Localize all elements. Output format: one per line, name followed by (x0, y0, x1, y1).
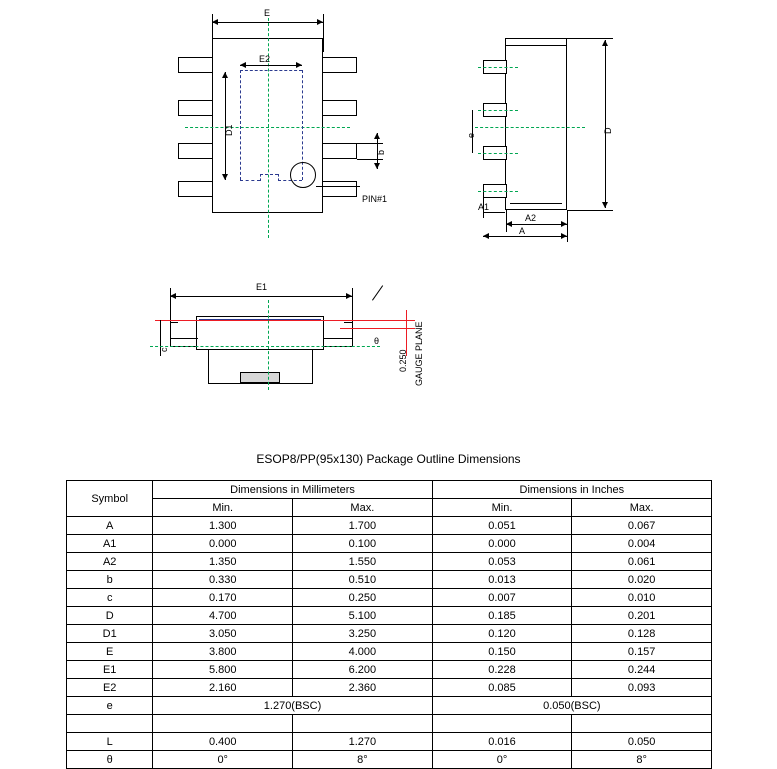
gauge-dimension-value: 0.250 (398, 349, 408, 372)
dim-label-theta: θ (374, 336, 380, 346)
cell-in-max: 0.061 (572, 553, 712, 571)
cell-in-min: 0.013 (432, 571, 572, 589)
dim-label-E1: E1 (256, 282, 268, 292)
exposed-pad-top-edge (240, 70, 302, 71)
front-centerline-v (268, 300, 269, 390)
dim-label-E: E (264, 8, 271, 18)
side-view (420, 0, 777, 250)
exposed-pad-notch-left (260, 174, 261, 181)
table-row (67, 589, 712, 607)
cell-in-min: 0.085 (432, 679, 572, 697)
table-title: ESOP8/PP(95x130) Package Outline Dimensions (256, 452, 521, 466)
cell-in-min: 0.120 (432, 625, 572, 643)
cell-mm-max: 1.700 (293, 517, 433, 535)
cell-symbol: D1 (67, 625, 153, 643)
cell-mm-min: 3.050 (153, 625, 293, 643)
lead-left-2 (178, 100, 213, 116)
dim-label-E2: E2 (259, 54, 271, 64)
cell-symbol: c (67, 589, 153, 607)
cell-in-min: 0.228 (432, 661, 572, 679)
header-mm-min: Min. (153, 499, 293, 517)
header-in-min: Min. (432, 499, 572, 517)
cell-in-max: 0.050 (572, 733, 712, 751)
dim-label-e: e (466, 132, 476, 138)
cell-blank (293, 715, 433, 733)
cell-in-max: 0.244 (572, 661, 712, 679)
side-centerline (475, 127, 585, 128)
cell-mm-min: 0° (153, 751, 293, 769)
cell-in-min: 0.016 (432, 733, 572, 751)
table-row (67, 661, 712, 679)
cell-in-max: 0.010 (572, 589, 712, 607)
cell-mm-max: 1.550 (293, 553, 433, 571)
front-centerline-h (150, 346, 380, 347)
cell-in-max: 0.157 (572, 643, 712, 661)
header-in-max: Max. (572, 499, 712, 517)
cell-in-max: 0.201 (572, 607, 712, 625)
cell-in-min: 0.007 (432, 589, 572, 607)
top-view (0, 0, 420, 250)
lead-left-4 (178, 181, 213, 197)
lead-right-2 (322, 100, 357, 116)
cell-mm-min: 1.300 (153, 517, 293, 535)
cell-symbol: A2 (67, 553, 153, 571)
dim-label-D: D (603, 127, 613, 134)
cell-in-min: 0° (432, 751, 572, 769)
cell-symbol: A1 (67, 535, 153, 553)
side-body (505, 38, 567, 210)
front-view (0, 260, 500, 430)
table-row-blank (67, 715, 712, 733)
cell-symbol: D (67, 607, 153, 625)
cell-mm-max: 8° (293, 751, 433, 769)
cell-symbol: A (67, 517, 153, 535)
dim-label-A: A (519, 226, 526, 236)
front-exposed-pad (240, 372, 280, 383)
cell-mm-max: 0.100 (293, 535, 433, 553)
cell-in-min: 0.185 (432, 607, 572, 625)
exposed-pad-left-edge (240, 70, 241, 180)
cell-in-min: 0.150 (432, 643, 572, 661)
front-body (196, 316, 324, 350)
cell-mm-max: 3.250 (293, 625, 433, 643)
cell-blank (432, 715, 572, 733)
cell-mm-min: 2.160 (153, 679, 293, 697)
header-mm-max: Max. (293, 499, 433, 517)
dim-label-A2: A2 (525, 213, 537, 223)
table-row (67, 625, 712, 643)
cell-mm-max: 6.200 (293, 661, 433, 679)
cell-symbol: E1 (67, 661, 153, 679)
cell-mm-min: 0.000 (153, 535, 293, 553)
dimension-table (66, 480, 712, 769)
dim-label-c: c (159, 347, 169, 352)
gauge-plane-label: GAUGE PLANE (414, 321, 424, 386)
centerline-vertical (268, 18, 269, 238)
cell-in-max: 0.093 (572, 679, 712, 697)
table-row (67, 535, 712, 553)
cell-symbol: E (67, 643, 153, 661)
header-symbol: Symbol (67, 481, 153, 517)
cell-mm-max: 0.510 (293, 571, 433, 589)
table-sub-header-row (67, 499, 712, 517)
cell-mm-min: 0.400 (153, 733, 293, 751)
header-millimeters: Dimensions in Millimeters (153, 481, 432, 499)
cell-symbol: E2 (67, 679, 153, 697)
cell-in-max: 8° (572, 751, 712, 769)
exposed-pad-notch-top (260, 174, 278, 175)
cell-mm-min: 4.700 (153, 607, 293, 625)
table-group-header-row (67, 481, 712, 499)
lead-left-3 (178, 143, 213, 159)
cell-blank (153, 715, 293, 733)
table-body (67, 517, 712, 769)
header-inches: Dimensions in Inches (432, 481, 711, 499)
cell-in-max: 0.067 (572, 517, 712, 535)
lead-right-4 (322, 181, 357, 197)
cell-mm-span: 1.270(BSC) (153, 697, 432, 715)
dim-label-D1: D1 (224, 124, 234, 136)
cell-in-max: 0.128 (572, 625, 712, 643)
table-row (67, 643, 712, 661)
dim-label-b: b (376, 149, 386, 155)
cell-symbol: θ (67, 751, 153, 769)
cell-mm-min: 3.800 (153, 643, 293, 661)
cell-mm-max: 4.000 (293, 643, 433, 661)
cell-symbol: e (67, 697, 153, 715)
cell-in-max: 0.004 (572, 535, 712, 553)
cell-mm-max: 1.270 (293, 733, 433, 751)
cell-mm-max: 0.250 (293, 589, 433, 607)
cell-mm-min: 1.350 (153, 553, 293, 571)
cell-mm-max: 5.100 (293, 607, 433, 625)
cell-in-min: 0.051 (432, 517, 572, 535)
lead-left-1 (178, 57, 213, 73)
table-row (67, 571, 712, 589)
cell-symbol: b (67, 571, 153, 589)
exposed-pad-bottom-edge-left (240, 180, 260, 181)
cell-in-min: 0.053 (432, 553, 572, 571)
cell-mm-min: 0.330 (153, 571, 293, 589)
cell-mm-max: 2.360 (293, 679, 433, 697)
cell-mm-min: 5.800 (153, 661, 293, 679)
cell-in-min: 0.000 (432, 535, 572, 553)
pin1-label: PIN#1 (362, 194, 388, 204)
dim-label-A1: A1 (478, 202, 490, 212)
pin1-circle-marker (290, 162, 316, 188)
lead-right-3 (322, 143, 357, 159)
cell-in-max: 0.020 (572, 571, 712, 589)
cell-blank (67, 715, 153, 733)
table-row (67, 733, 712, 751)
cell-blank (572, 715, 712, 733)
table-row (67, 751, 712, 769)
table-row (67, 607, 712, 625)
cell-in-span: 0.050(BSC) (432, 697, 711, 715)
table-row (67, 679, 712, 697)
cell-symbol: L (67, 733, 153, 751)
table-row (67, 517, 712, 535)
table-row (67, 553, 712, 571)
cell-mm-min: 0.170 (153, 589, 293, 607)
table-row-span (67, 697, 712, 715)
lead-right-1 (322, 57, 357, 73)
